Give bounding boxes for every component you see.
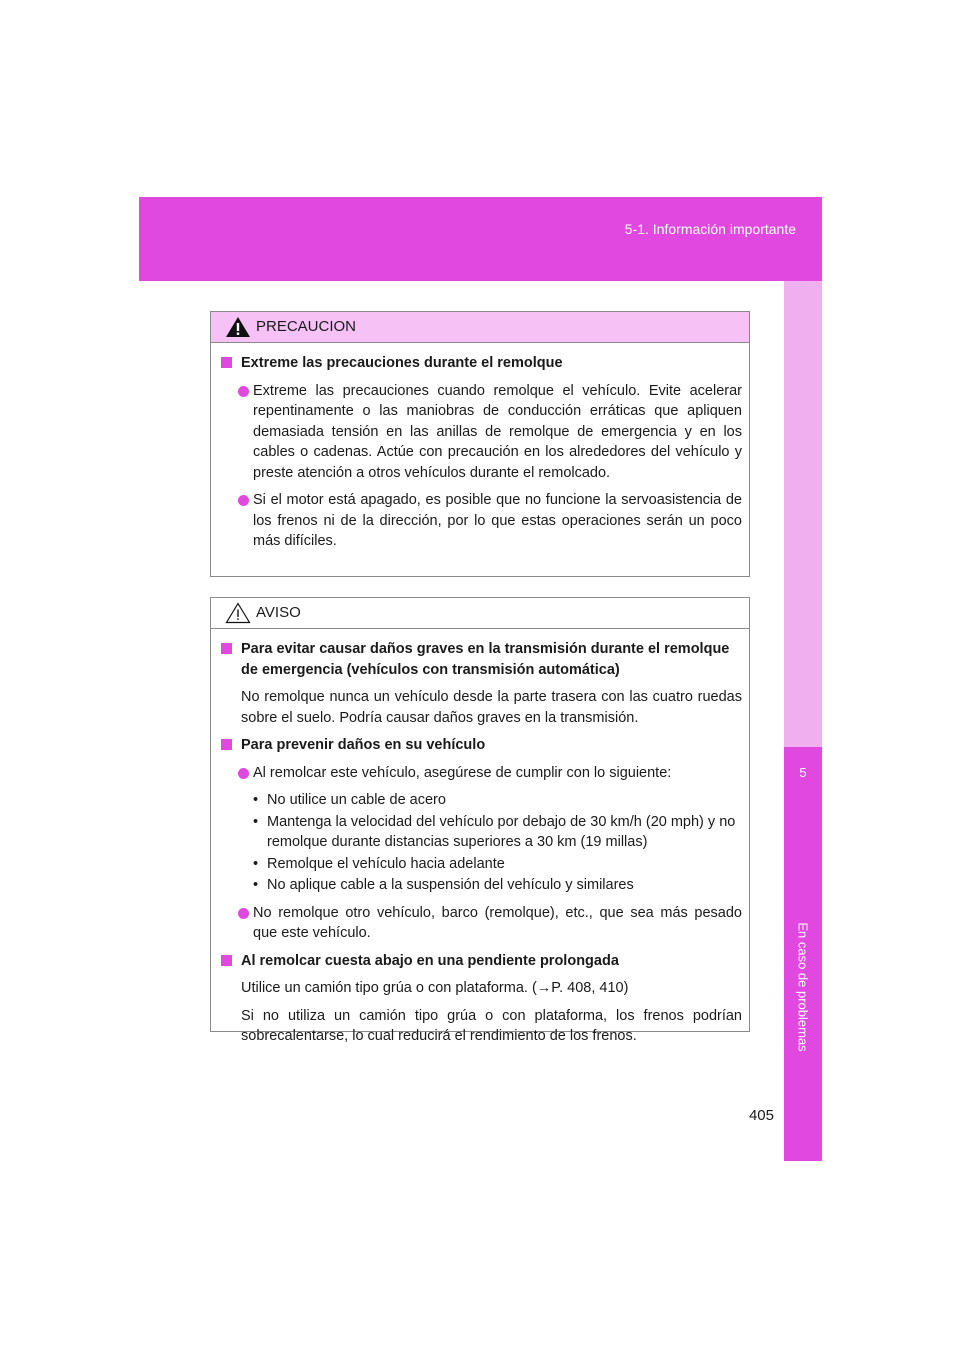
aviso-paragraph: No remolque nunca un vehículo desde la parte trasera con las cuatro ruedas sobre el suelo. Podría causar daños graves en la transmisión. <box>241 689 742 726</box>
square-bullet-icon <box>221 955 232 966</box>
dot-bullet-icon: • <box>253 877 259 893</box>
aviso-body <box>211 629 749 1047</box>
square-bullet-icon <box>221 739 232 750</box>
aviso-box <box>210 597 750 1044</box>
dot-bullet-icon: • <box>253 792 259 808</box>
precaucion-header <box>211 312 749 343</box>
header-band <box>139 197 822 281</box>
precaucion-body <box>211 343 749 552</box>
page-number: 405 <box>748 1107 774 1124</box>
sublist-item: • Remolque el vehículo hacia adelante <box>221 854 742 875</box>
circle-bullet-icon <box>238 495 249 506</box>
square-bullet-icon <box>221 357 232 368</box>
aviso-header <box>211 598 749 629</box>
square-bullet-icon <box>221 643 232 654</box>
dot-bullet-icon: • <box>253 813 259 830</box>
sublist-item: • No aplique cable a la suspensión del vehículo y similares <box>221 875 742 896</box>
circle-bullet-icon <box>238 768 249 779</box>
chapter-number: 5 <box>799 765 807 780</box>
circle-bullet-icon <box>238 386 249 397</box>
circle-bullet-icon <box>238 908 249 919</box>
dot-bullet-icon: • <box>253 855 259 872</box>
sublist-item: • No utilice un cable de acero <box>221 790 742 811</box>
aviso-bullet: Al remolcar este vehículo, asegúrese de cumplir con lo siguiente: <box>221 763 742 784</box>
precaucion-heading: Extreme las precauciones durante el remolque <box>221 353 742 374</box>
warning-triangle-outline-icon <box>225 602 251 624</box>
chapter-tab-active <box>784 747 822 1161</box>
aviso-paragraph: Si no utiliza un camión tipo grúa o con plataforma, los frenos podrían sobrecalentarse, lo cual reducirá el rendimiento de los frenos. <box>241 1007 742 1044</box>
aviso-paragraph: Utilice un camión tipo grúa o con plataforma. (→P. 408, 410) <box>241 980 629 996</box>
precaucion-bullet: Extreme las precauciones cuando remolque el vehículo. Evite acelerar repentinamente o las maniobras de conducción erráticas que apliquen demasiada tensión en las anillas de remolque de emergencia y en los cables o cadenas. Actúe con precaución en los alrededores del vehículo y preste atención a otros vehículos durante el remolcado. <box>221 381 742 484</box>
aviso-title: AVISO <box>256 603 301 621</box>
chapter-side-tab <box>784 281 822 1161</box>
aviso-heading: Para prevenir daños en su vehículo <box>221 735 742 756</box>
precaucion-box <box>210 311 750 577</box>
section-title: 5-1. Información importante <box>624 221 796 237</box>
aviso-sublist <box>221 790 742 896</box>
precaucion-title: PRECAUCION <box>256 317 357 335</box>
aviso-heading: Para evitar causar daños graves en la transmisión durante el remolque de emergencia (vehículos con transmisión automática) <box>221 639 742 680</box>
precaucion-bullet: Si el motor está apagado, es posible que no funcione la servoasistencia de los frenos ni de la dirección, por lo que estas operaciones serán un poco más difíciles. <box>221 490 742 552</box>
chapter-label: En caso de problemas <box>795 922 811 1052</box>
aviso-bullet: No remolque otro vehículo, barco (remolque), etc., que sea más pesado que este vehículo. <box>221 903 742 944</box>
aviso-heading: Al remolcar cuesta abajo en una pendiente prolongada <box>221 951 742 972</box>
sublist-item: • Mantenga la velocidad del vehículo por debajo de 30 km/h (20 mph) y no remolque durante distancias superiores a 30 km (19 millas) <box>253 813 736 850</box>
warning-triangle-filled-icon <box>225 316 251 338</box>
